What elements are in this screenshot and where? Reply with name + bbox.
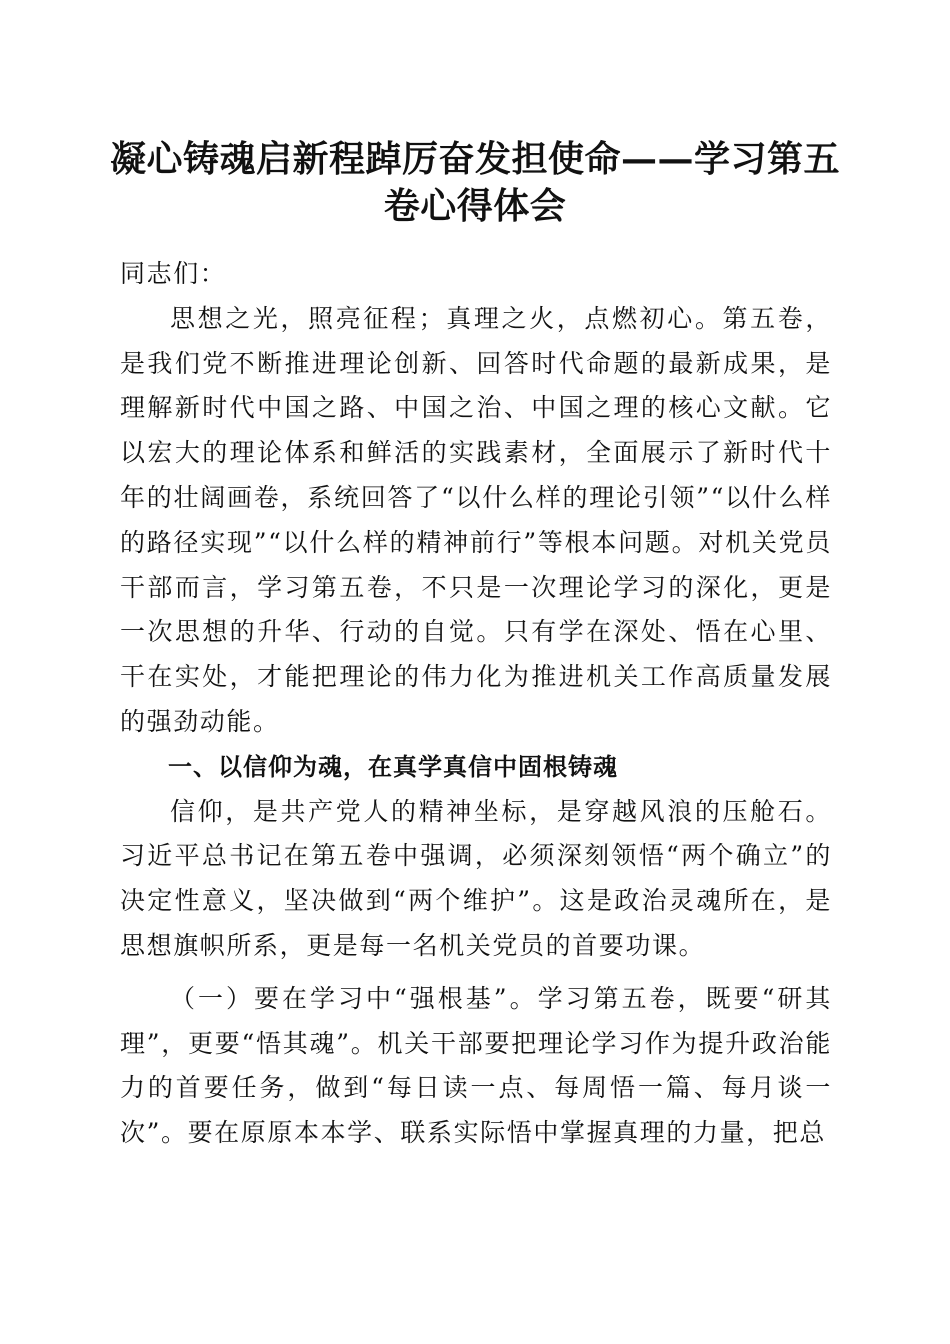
subsection-1-paragraph: （一）要在学习中“强根基”。学习第五卷，既要“研其理”，更要“悟其魂”。机关干部要把理论学习作为提升政治能力的首要任务，做到“每日读一点、每周悟一篇、每月谈一次”。要在原原本本学、联系实际悟中掌握真理的力量，把总 <box>120 983 832 1148</box>
salutation: 同志们： <box>120 259 227 288</box>
document-title: 凝心铸魂启新程踔厉奋发担使命——学习第五卷心得体会 <box>109 138 840 227</box>
document-body <box>120 252 832 1156</box>
section-heading-1: 一、以信仰为魂，在真学真信中固根铸魂 <box>168 752 618 781</box>
section-1-paragraph: 信仰，是共产党人的精神坐标，是穿越风浪的压舱石。习近平总书记在第五卷中强调，必须深刻领悟“两个确立”的决定性意义，坚决做到“两个维护”。这是政治灵魂所在，是思想旗帜所系，更是每一名机关党员的首要功课。 <box>120 796 832 960</box>
intro-paragraph: 思想之光，照亮征程；真理之火，点燃初心。第五卷，是我们党不断推进理论创新、回答时代命题的最新成果，是理解新时代中国之路、中国之治、中国之理的核心文献。它以宏大的理论体系和鲜活的实践素材，全面展示了新时代十年的壮阔画卷，系统回答了“以什么样的理论引领”“以什么样的路径实现”“以什么样的精神前行”等根本问题。对机关党员干部而言，学习第五卷，不只是一次理论学习的深化，更是一次思想的升华、行动的自觉。只有学在深处、悟在心里、干在实处，才能把理论的伟力化为推进机关工作高质量发展的强劲动能。 <box>120 303 832 736</box>
